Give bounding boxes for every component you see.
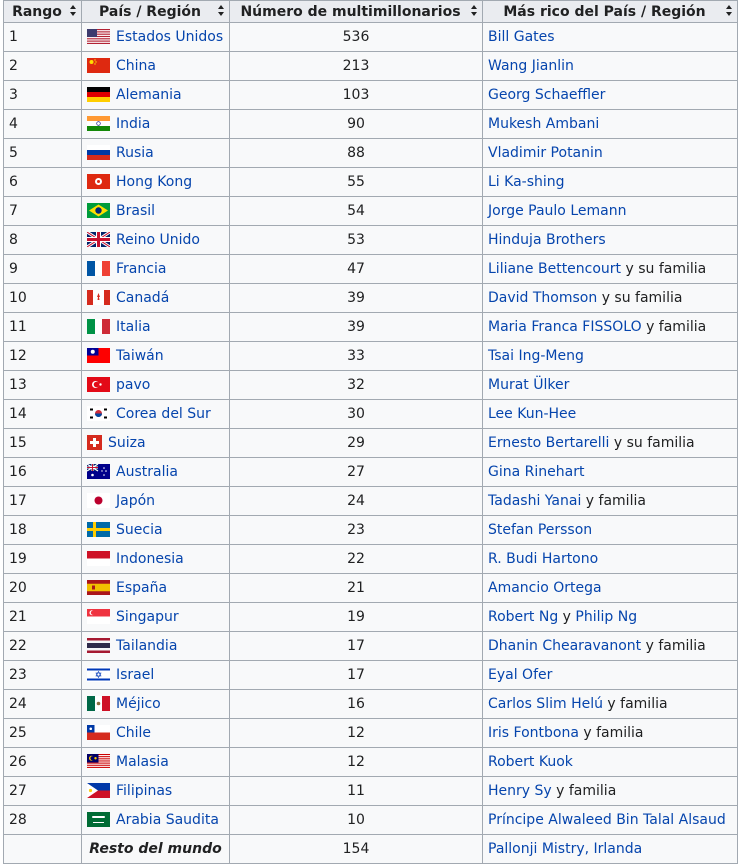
flag-es-icon[interactable] — [87, 580, 110, 595]
richest-cell — [483, 139, 738, 168]
flag-my-icon[interactable] — [87, 754, 110, 769]
rank-cell: 25 — [4, 719, 82, 748]
rank-cell: 23 — [4, 661, 82, 690]
flag-ru-icon[interactable] — [87, 145, 110, 160]
sort-icon[interactable] — [70, 5, 77, 17]
table-row — [4, 197, 738, 226]
flag-mx-icon[interactable] — [87, 696, 110, 711]
table-row — [4, 690, 738, 719]
flag-tr-icon[interactable] — [87, 377, 110, 392]
richest-cell — [483, 371, 738, 400]
richest-cell — [483, 458, 738, 487]
count-cell: 88 — [230, 139, 483, 168]
rank-cell: 27 — [4, 777, 82, 806]
richest-cell — [483, 197, 738, 226]
country-cell — [82, 168, 230, 197]
count-cell: 213 — [230, 52, 483, 81]
count-cell: 12 — [230, 719, 483, 748]
count-cell: 19 — [230, 603, 483, 632]
country-cell — [82, 110, 230, 139]
country-link[interactable]: China — [116, 58, 156, 74]
richest-cell — [483, 516, 738, 545]
richest-link[interactable]: Georg Schaeffler — [488, 87, 606, 103]
table-body — [4, 23, 738, 835]
richest-link[interactable]: Hinduja Brothers — [488, 232, 606, 248]
flag-tw-icon[interactable] — [87, 348, 110, 363]
flag-kr-icon[interactable] — [87, 406, 110, 421]
count-cell: 29 — [230, 429, 483, 458]
count-cell: 90 — [230, 110, 483, 139]
table-row — [4, 226, 738, 255]
country-link[interactable]: Méjico — [116, 696, 161, 712]
header-count[interactable] — [230, 1, 483, 23]
country-link[interactable]: Reino Unido — [116, 232, 200, 248]
rank-cell: 4 — [4, 110, 82, 139]
country-link[interactable]: Alemania — [116, 87, 182, 103]
country-link[interactable]: Italia — [116, 319, 151, 335]
count-cell: 33 — [230, 342, 483, 371]
count-cell: 11 — [230, 777, 483, 806]
count-cell: 12 — [230, 748, 483, 777]
richest-cell — [483, 690, 738, 719]
country-cell — [82, 400, 230, 429]
country-link[interactable]: Israel — [116, 667, 155, 683]
flag-in-icon[interactable] — [87, 116, 110, 131]
rank-cell: 12 — [4, 342, 82, 371]
header-rank[interactable] — [4, 1, 82, 23]
flag-us-icon[interactable] — [87, 29, 110, 44]
count-cell: 21 — [230, 574, 483, 603]
richest-cell — [483, 632, 738, 661]
richest-link[interactable]: Liliane Bettencourt — [488, 261, 622, 277]
richest-link[interactable]: Stefan Persson — [488, 522, 593, 538]
country-link[interactable]: Chile — [116, 725, 152, 741]
richest-link[interactable]: R. Budi Hartono — [488, 551, 599, 567]
richest-cell — [483, 603, 738, 632]
country-link[interactable]: Arabia Saudita — [116, 812, 219, 828]
country-cell — [82, 458, 230, 487]
flag-jp-icon[interactable] — [87, 493, 110, 508]
richest-link[interactable]: Jorge Paulo Lemann — [488, 203, 627, 219]
table-row — [4, 719, 738, 748]
richest-cell — [483, 487, 738, 516]
flag-br-icon[interactable] — [87, 203, 110, 218]
flag-hk-icon[interactable] — [87, 174, 110, 189]
country-cell — [82, 23, 230, 52]
richest-cell — [483, 255, 738, 284]
flag-au-icon[interactable] — [87, 464, 110, 479]
header-row — [4, 1, 738, 23]
table-row — [4, 52, 738, 81]
count-cell: 47 — [230, 255, 483, 284]
country-cell — [82, 342, 230, 371]
country-cell — [82, 81, 230, 110]
count-cell: 54 — [230, 197, 483, 226]
footer-richest-link[interactable]: Pallonji Mistry, Irlanda — [488, 841, 643, 857]
richest-cell — [483, 81, 738, 110]
table-row — [4, 371, 738, 400]
country-cell — [82, 516, 230, 545]
count-cell: 103 — [230, 81, 483, 110]
footer-label: Resto del mundo — [82, 835, 230, 864]
count-cell: 16 — [230, 690, 483, 719]
header-rank-label: Rango — [12, 3, 62, 20]
richest-link[interactable]: Lee Kun-Hee — [488, 406, 577, 422]
footer-count: 154 — [230, 835, 483, 864]
country-cell — [82, 603, 230, 632]
flag-ph-icon[interactable] — [87, 783, 110, 798]
flag-ca-icon[interactable] — [87, 290, 110, 305]
country-cell — [82, 632, 230, 661]
rank-cell: 15 — [4, 429, 82, 458]
flag-de-icon[interactable] — [87, 87, 110, 102]
country-cell — [82, 139, 230, 168]
richest-link[interactable]: Tadashi Yanai — [488, 493, 582, 509]
country-cell — [82, 371, 230, 400]
rank-cell: 2 — [4, 52, 82, 81]
country-link[interactable]: India — [116, 116, 151, 132]
table-row — [4, 313, 738, 342]
richest-link[interactable]: Carlos Slim Helú — [488, 696, 603, 712]
count-cell: 53 — [230, 226, 483, 255]
country-link[interactable]: Indonesia — [116, 551, 184, 567]
rank-cell: 7 — [4, 197, 82, 226]
count-cell: 536 — [230, 23, 483, 52]
country-link[interactable]: Suiza — [108, 435, 146, 451]
flag-fr-icon[interactable] — [87, 261, 110, 276]
richest-link[interactable]: Maria Franca FISSOLO — [488, 319, 642, 335]
footer-rank — [4, 835, 82, 864]
richest-link[interactable]: Tsai Ing-Meng — [488, 348, 584, 364]
header-country[interactable] — [82, 1, 230, 23]
table-row — [4, 284, 738, 313]
richest-link[interactable]: Príncipe Alwaleed Bin Talal Alsaud — [488, 812, 726, 828]
richest-suffix: y familia — [583, 725, 644, 741]
richest-cell — [483, 545, 738, 574]
country-link[interactable]: pavo — [116, 377, 151, 393]
count-cell: 10 — [230, 806, 483, 835]
country-link[interactable]: Corea del Sur — [116, 406, 211, 422]
rank-cell: 18 — [4, 516, 82, 545]
footer-richest — [483, 835, 738, 864]
country-link[interactable]: Hong Kong — [116, 174, 193, 190]
country-link[interactable]: España — [116, 580, 168, 596]
table-row — [4, 516, 738, 545]
table-row — [4, 574, 738, 603]
rank-cell: 19 — [4, 545, 82, 574]
table-row — [4, 81, 738, 110]
country-link[interactable]: Malasia — [116, 754, 169, 770]
table-row — [4, 661, 738, 690]
country-link[interactable]: Suecia — [116, 522, 163, 538]
country-link[interactable]: Estados Unidos — [116, 29, 224, 45]
country-cell — [82, 545, 230, 574]
richest-link[interactable]: Iris Fontbona — [488, 725, 579, 741]
richest-suffix: y familia — [585, 493, 646, 509]
flag-sg-icon[interactable] — [87, 609, 110, 624]
country-cell — [82, 313, 230, 342]
country-cell — [82, 719, 230, 748]
count-cell: 22 — [230, 545, 483, 574]
richest-link[interactable]: Li Ka-shing — [488, 174, 565, 190]
country-cell — [82, 284, 230, 313]
richest-cell — [483, 342, 738, 371]
richest-conjunction: y — [562, 609, 571, 625]
sort-icon[interactable] — [218, 5, 225, 17]
richest-suffix: y familia — [556, 783, 617, 799]
table-row — [4, 110, 738, 139]
rank-cell: 1 — [4, 23, 82, 52]
rank-cell: 13 — [4, 371, 82, 400]
richest-link[interactable]: Robert Ng — [488, 609, 559, 625]
header-richest-label: Más rico del País / Región — [503, 3, 706, 20]
richest-suffix: y su familia — [625, 261, 707, 277]
table-row — [4, 429, 738, 458]
flag-se-icon[interactable] — [87, 522, 110, 537]
richest-link[interactable]: Gina Rinehart — [488, 464, 585, 480]
country-link[interactable]: Australia — [116, 464, 178, 480]
rank-cell: 16 — [4, 458, 82, 487]
table-row — [4, 342, 738, 371]
richest-cell — [483, 806, 738, 835]
richest-cell — [483, 400, 738, 429]
table-row — [4, 487, 738, 516]
country-link[interactable]: Singapur — [116, 609, 179, 625]
flag-cn-icon[interactable] — [87, 58, 110, 73]
rank-cell: 17 — [4, 487, 82, 516]
table-row — [4, 545, 738, 574]
richest-link[interactable]: Robert Kuok — [488, 754, 573, 770]
rank-cell: 24 — [4, 690, 82, 719]
richest-cell — [483, 719, 738, 748]
table-row — [4, 748, 738, 777]
richest-link[interactable]: Bill Gates — [488, 29, 555, 45]
country-cell — [82, 429, 230, 458]
rank-cell: 3 — [4, 81, 82, 110]
richest-cell — [483, 23, 738, 52]
header-richest[interactable] — [483, 1, 738, 23]
richest-suffix: y familia — [645, 638, 706, 654]
footer-row — [4, 835, 738, 864]
richest-suffix: y familia — [607, 696, 668, 712]
table-row — [4, 603, 738, 632]
count-cell: 17 — [230, 661, 483, 690]
richest-cell — [483, 777, 738, 806]
richest-link[interactable]: Philip Ng — [575, 609, 638, 625]
rank-cell: 9 — [4, 255, 82, 284]
count-cell: 39 — [230, 313, 483, 342]
rank-cell: 11 — [4, 313, 82, 342]
richest-cell — [483, 52, 738, 81]
rank-cell: 5 — [4, 139, 82, 168]
flag-it-icon[interactable] — [87, 319, 110, 334]
count-cell: 55 — [230, 168, 483, 197]
count-cell: 23 — [230, 516, 483, 545]
table-row — [4, 458, 738, 487]
country-link[interactable]: Japón — [116, 493, 156, 509]
country-link[interactable]: Brasil — [116, 203, 156, 219]
country-link[interactable]: Rusia — [116, 145, 154, 161]
richest-link[interactable]: Murat Ülker — [488, 377, 570, 393]
count-cell: 24 — [230, 487, 483, 516]
rank-cell: 20 — [4, 574, 82, 603]
richest-cell — [483, 168, 738, 197]
flag-th-icon[interactable] — [87, 638, 110, 653]
table-row — [4, 400, 738, 429]
richest-cell — [483, 313, 738, 342]
richest-link[interactable]: Ernesto Bertarelli — [488, 435, 610, 451]
table-row — [4, 632, 738, 661]
country-cell — [82, 661, 230, 690]
richest-link[interactable]: Wang Jianlin — [488, 58, 574, 74]
flag-sa-icon[interactable] — [87, 812, 110, 827]
rank-cell: 21 — [4, 603, 82, 632]
country-link[interactable]: Taiwán — [116, 348, 164, 364]
rank-cell: 8 — [4, 226, 82, 255]
table-row — [4, 806, 738, 835]
rank-cell: 6 — [4, 168, 82, 197]
country-cell — [82, 255, 230, 284]
country-cell — [82, 197, 230, 226]
richest-cell — [483, 429, 738, 458]
richest-link[interactable]: Henry Sy — [488, 783, 552, 799]
flag-il-icon[interactable] — [87, 667, 110, 682]
count-cell: 27 — [230, 458, 483, 487]
table-row — [4, 139, 738, 168]
richest-suffix: y familia — [646, 319, 707, 335]
country-cell — [82, 748, 230, 777]
richest-link[interactable]: David Thomson — [488, 290, 598, 306]
richest-cell — [483, 661, 738, 690]
richest-link[interactable]: Mukesh Ambani — [488, 116, 600, 132]
country-cell — [82, 487, 230, 516]
country-cell — [82, 777, 230, 806]
rank-cell: 14 — [4, 400, 82, 429]
count-cell: 32 — [230, 371, 483, 400]
richest-cell — [483, 284, 738, 313]
count-cell: 17 — [230, 632, 483, 661]
country-cell — [82, 52, 230, 81]
sort-icon[interactable] — [726, 5, 733, 17]
richest-link[interactable]: Amancio Ortega — [488, 580, 602, 596]
richest-link[interactable]: Vladimir Potanin — [488, 145, 603, 161]
richest-cell — [483, 110, 738, 139]
country-link[interactable]: Filipinas — [116, 783, 173, 799]
country-cell — [82, 226, 230, 255]
header-count-label: Número de multimillonarios — [240, 3, 461, 20]
table-row — [4, 168, 738, 197]
richest-suffix: y su familia — [601, 290, 683, 306]
country-link[interactable]: Francia — [116, 261, 167, 277]
country-link[interactable]: Tailandia — [116, 638, 178, 654]
country-cell — [82, 574, 230, 603]
flag-ch-icon[interactable] — [87, 435, 102, 450]
country-link[interactable]: Canadá — [116, 290, 170, 306]
rank-cell: 28 — [4, 806, 82, 835]
rank-cell: 10 — [4, 284, 82, 313]
country-cell — [82, 806, 230, 835]
richest-cell — [483, 226, 738, 255]
count-cell: 30 — [230, 400, 483, 429]
table-row — [4, 23, 738, 52]
richest-link[interactable]: Eyal Ofer — [488, 667, 553, 683]
richest-link[interactable]: Dhanin Chearavanont — [488, 638, 642, 654]
header-country-label: País / Región — [98, 3, 201, 20]
richest-suffix: y su familia — [613, 435, 695, 451]
richest-cell — [483, 748, 738, 777]
rank-cell: 26 — [4, 748, 82, 777]
table-row — [4, 255, 738, 284]
flag-cl-icon[interactable] — [87, 725, 110, 740]
richest-cell — [483, 574, 738, 603]
table-row — [4, 777, 738, 806]
rank-cell: 22 — [4, 632, 82, 661]
country-cell — [82, 690, 230, 719]
flag-id-icon[interactable] — [87, 551, 110, 566]
billionaires-table — [3, 0, 738, 864]
flag-gb-icon[interactable] — [87, 232, 110, 247]
count-cell: 39 — [230, 284, 483, 313]
sort-icon[interactable] — [471, 5, 478, 17]
